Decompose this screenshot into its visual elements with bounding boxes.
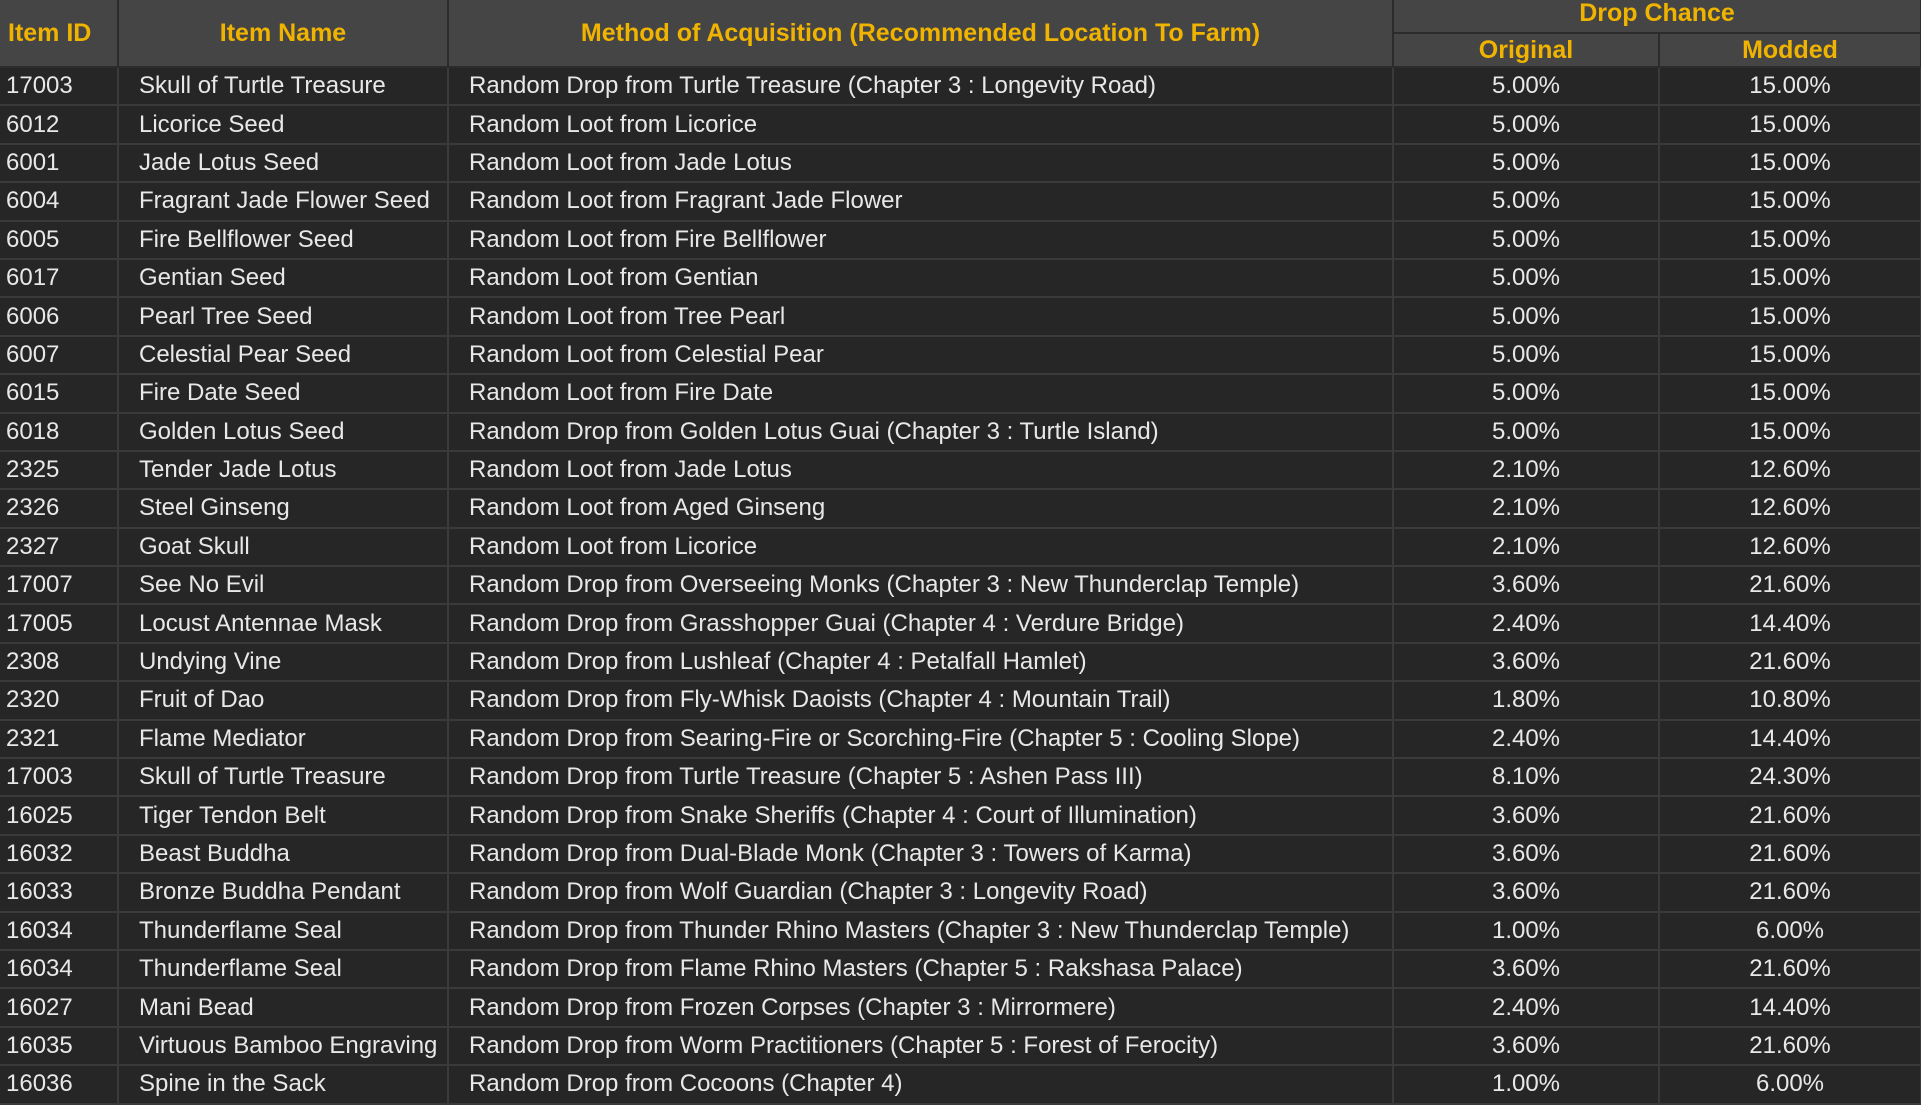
- cell-original[interactable]: 2.10%: [1393, 451, 1659, 489]
- table-row: [0, 1065, 1921, 1103]
- cell-modded[interactable]: 12.60%: [1659, 528, 1921, 566]
- cell-item-name[interactable]: Fire Date Seed: [118, 374, 448, 412]
- cell-item-id[interactable]: 2320: [0, 681, 118, 719]
- cell-modded[interactable]: 14.40%: [1659, 988, 1921, 1026]
- cell-method[interactable]: Random Loot from Licorice: [448, 528, 1393, 566]
- cell-item-id[interactable]: 2326: [0, 489, 118, 527]
- cell-original[interactable]: 3.60%: [1393, 643, 1659, 681]
- table-row: [0, 604, 1921, 642]
- cell-method[interactable]: Random Loot from Jade Lotus: [448, 144, 1393, 182]
- cell-item-name[interactable]: Locust Antennae Mask: [118, 604, 448, 642]
- cell-item-name[interactable]: Celestial Pear Seed: [118, 336, 448, 374]
- table-row: [0, 643, 1921, 681]
- cell-method[interactable]: Random Drop from Thunder Rhino Masters (Chapter 3 : New Thunderclap Temple): [448, 912, 1393, 950]
- table-row: [0, 796, 1921, 834]
- cell-item-id[interactable]: 6015: [0, 374, 118, 412]
- cell-item-name[interactable]: Undying Vine: [118, 643, 448, 681]
- cell-modded[interactable]: 14.40%: [1659, 720, 1921, 758]
- table-row: [0, 720, 1921, 758]
- cell-original[interactable]: 5.00%: [1393, 105, 1659, 143]
- cell-method[interactable]: Random Drop from Golden Lotus Guai (Chapter 3 : Turtle Island): [448, 413, 1393, 451]
- cell-item-name[interactable]: Gentian Seed: [118, 259, 448, 297]
- cell-original[interactable]: 5.00%: [1393, 336, 1659, 374]
- cell-item-name[interactable]: Pearl Tree Seed: [118, 297, 448, 335]
- cell-modded[interactable]: 15.00%: [1659, 182, 1921, 220]
- cell-original[interactable]: 2.10%: [1393, 489, 1659, 527]
- cell-item-id[interactable]: 16034: [0, 912, 118, 950]
- cell-method[interactable]: Random Drop from Overseeing Monks (Chapter 3 : New Thunderclap Temple): [448, 566, 1393, 604]
- cell-original[interactable]: 5.00%: [1393, 297, 1659, 335]
- cell-item-name[interactable]: Jade Lotus Seed: [118, 144, 448, 182]
- cell-original[interactable]: 1.80%: [1393, 681, 1659, 719]
- cell-item-id[interactable]: 17007: [0, 566, 118, 604]
- table-row: [0, 566, 1921, 604]
- cell-item-name[interactable]: Goat Skull: [118, 528, 448, 566]
- cell-item-name[interactable]: Fire Bellflower Seed: [118, 221, 448, 259]
- table-row: [0, 182, 1921, 220]
- cell-item-name[interactable]: Spine in the Sack: [118, 1065, 448, 1103]
- cell-item-name[interactable]: Beast Buddha: [118, 835, 448, 873]
- cell-method[interactable]: Random Drop from Flame Rhino Masters (Chapter 5 : Rakshasa Palace): [448, 950, 1393, 988]
- cell-item-id[interactable]: 2325: [0, 451, 118, 489]
- cell-modded[interactable]: 6.00%: [1659, 912, 1921, 950]
- cell-method[interactable]: Random Drop from Fly-Whisk Daoists (Chapter 4 : Mountain Trail): [448, 681, 1393, 719]
- cell-original[interactable]: 2.10%: [1393, 528, 1659, 566]
- cell-modded[interactable]: 14.40%: [1659, 604, 1921, 642]
- cell-original[interactable]: 3.60%: [1393, 950, 1659, 988]
- cell-item-id[interactable]: 6007: [0, 336, 118, 374]
- cell-method[interactable]: Random Drop from Turtle Treasure (Chapter 5 : Ashen Pass III): [448, 758, 1393, 796]
- cell-original[interactable]: 2.40%: [1393, 604, 1659, 642]
- header-drop-chance[interactable]: Drop Chance: [1393, 0, 1921, 33]
- cell-modded[interactable]: 15.00%: [1659, 259, 1921, 297]
- cell-item-name[interactable]: Fragrant Jade Flower Seed: [118, 182, 448, 220]
- table-row: [0, 988, 1921, 1026]
- cell-modded[interactable]: 21.60%: [1659, 643, 1921, 681]
- cell-modded[interactable]: 12.60%: [1659, 451, 1921, 489]
- table-row: [0, 912, 1921, 950]
- cell-method[interactable]: Random Drop from Worm Practitioners (Chapter 5 : Forest of Ferocity): [448, 1027, 1393, 1065]
- cell-method[interactable]: Random Loot from Fire Date: [448, 374, 1393, 412]
- cell-modded[interactable]: 15.00%: [1659, 67, 1921, 105]
- cell-item-id[interactable]: 2308: [0, 643, 118, 681]
- table-row: [0, 144, 1921, 182]
- table-row: [0, 451, 1921, 489]
- cell-item-id[interactable]: 17003: [0, 758, 118, 796]
- cell-modded[interactable]: 21.60%: [1659, 1027, 1921, 1065]
- cell-item-id[interactable]: 16033: [0, 873, 118, 911]
- table-row: [0, 835, 1921, 873]
- cell-modded[interactable]: 21.60%: [1659, 796, 1921, 834]
- cell-item-id[interactable]: 6005: [0, 221, 118, 259]
- table-row: [0, 873, 1921, 911]
- cell-modded[interactable]: 15.00%: [1659, 221, 1921, 259]
- cell-item-id[interactable]: 6001: [0, 144, 118, 182]
- table-row: [0, 374, 1921, 412]
- header-item-name[interactable]: Item Name: [118, 0, 448, 67]
- cell-item-name[interactable]: Mani Bead: [118, 988, 448, 1026]
- cell-item-name[interactable]: See No Evil: [118, 566, 448, 604]
- cell-original[interactable]: 1.00%: [1393, 912, 1659, 950]
- cell-item-name[interactable]: Skull of Turtle Treasure: [118, 67, 448, 105]
- cell-modded[interactable]: 15.00%: [1659, 144, 1921, 182]
- cell-original[interactable]: 8.10%: [1393, 758, 1659, 796]
- cell-item-id[interactable]: 16032: [0, 835, 118, 873]
- cell-modded[interactable]: 10.80%: [1659, 681, 1921, 719]
- cell-original[interactable]: 5.00%: [1393, 374, 1659, 412]
- cell-item-name[interactable]: Skull of Turtle Treasure: [118, 758, 448, 796]
- cell-method[interactable]: Random Drop from Frozen Corpses (Chapter 3 : Mirrormere): [448, 988, 1393, 1026]
- cell-item-name[interactable]: Virtuous Bamboo Engraving: [118, 1027, 448, 1065]
- cell-method[interactable]: Random Drop from Wolf Guardian (Chapter 3 : Longevity Road): [448, 873, 1393, 911]
- table-row: [0, 105, 1921, 143]
- header-row: [0, 0, 1921, 33]
- table-row: [0, 1027, 1921, 1065]
- table-row: [0, 336, 1921, 374]
- cell-modded[interactable]: 6.00%: [1659, 1065, 1921, 1103]
- cell-modded[interactable]: 15.00%: [1659, 105, 1921, 143]
- header-original[interactable]: Original: [1393, 33, 1659, 67]
- cell-item-id[interactable]: 16034: [0, 950, 118, 988]
- cell-item-id[interactable]: 17003: [0, 67, 118, 105]
- cell-method[interactable]: Random Loot from Tree Pearl: [448, 297, 1393, 335]
- cell-original[interactable]: 5.00%: [1393, 221, 1659, 259]
- cell-original[interactable]: 5.00%: [1393, 144, 1659, 182]
- header-modded[interactable]: Modded: [1659, 33, 1921, 67]
- cell-original[interactable]: 2.40%: [1393, 988, 1659, 1026]
- cell-original[interactable]: 5.00%: [1393, 259, 1659, 297]
- cell-method[interactable]: Random Drop from Turtle Treasure (Chapter 3 : Longevity Road): [448, 67, 1393, 105]
- cell-item-id[interactable]: 6004: [0, 182, 118, 220]
- cell-item-id[interactable]: 17005: [0, 604, 118, 642]
- table-row: [0, 259, 1921, 297]
- cell-original[interactable]: 3.60%: [1393, 1027, 1659, 1065]
- cell-method[interactable]: Random Loot from Celestial Pear: [448, 336, 1393, 374]
- cell-method[interactable]: Random Drop from Grasshopper Guai (Chapter 4 : Verdure Bridge): [448, 604, 1393, 642]
- cell-item-name[interactable]: Bronze Buddha Pendant: [118, 873, 448, 911]
- cell-modded[interactable]: 24.30%: [1659, 758, 1921, 796]
- cell-item-name[interactable]: Flame Mediator: [118, 720, 448, 758]
- table-body: [0, 67, 1921, 1104]
- cell-item-id[interactable]: 6012: [0, 105, 118, 143]
- table-row: [0, 67, 1921, 105]
- table-row: [0, 221, 1921, 259]
- cell-method[interactable]: Random Drop from Snake Sheriffs (Chapter 4 : Court of Illumination): [448, 796, 1393, 834]
- cell-method[interactable]: Random Drop from Searing-Fire or Scorching-Fire (Chapter 5 : Cooling Slope): [448, 720, 1393, 758]
- cell-modded[interactable]: 15.00%: [1659, 297, 1921, 335]
- cell-method[interactable]: Random Loot from Aged Ginseng: [448, 489, 1393, 527]
- cell-item-id[interactable]: 16036: [0, 1065, 118, 1103]
- cell-item-name[interactable]: Licorice Seed: [118, 105, 448, 143]
- cell-item-id[interactable]: 16025: [0, 796, 118, 834]
- cell-method[interactable]: Random Loot from Fire Bellflower: [448, 221, 1393, 259]
- cell-original[interactable]: 2.40%: [1393, 720, 1659, 758]
- cell-original[interactable]: 3.60%: [1393, 873, 1659, 911]
- cell-method[interactable]: Random Drop from Dual-Blade Monk (Chapter 3 : Towers of Karma): [448, 835, 1393, 873]
- cell-method[interactable]: Random Drop from Cocoons (Chapter 4): [448, 1065, 1393, 1103]
- header-method[interactable]: Method of Acquisition (Recommended Location To Farm): [448, 0, 1393, 67]
- cell-item-name[interactable]: Fruit of Dao: [118, 681, 448, 719]
- cell-modded[interactable]: 21.60%: [1659, 835, 1921, 873]
- cell-item-id[interactable]: 6017: [0, 259, 118, 297]
- cell-item-id[interactable]: 16027: [0, 988, 118, 1026]
- cell-item-name[interactable]: Golden Lotus Seed: [118, 413, 448, 451]
- cell-original[interactable]: 3.60%: [1393, 835, 1659, 873]
- cell-method[interactable]: Random Loot from Jade Lotus: [448, 451, 1393, 489]
- cell-modded[interactable]: 21.60%: [1659, 873, 1921, 911]
- cell-original[interactable]: 1.00%: [1393, 1065, 1659, 1103]
- cell-modded[interactable]: 15.00%: [1659, 336, 1921, 374]
- cell-item-id[interactable]: 6018: [0, 413, 118, 451]
- cell-method[interactable]: Random Loot from Gentian: [448, 259, 1393, 297]
- cell-modded[interactable]: 12.60%: [1659, 489, 1921, 527]
- cell-modded[interactable]: 15.00%: [1659, 413, 1921, 451]
- cell-item-name[interactable]: Thunderflame Seal: [118, 950, 448, 988]
- table-row: [0, 489, 1921, 527]
- cell-method[interactable]: Random Loot from Fragrant Jade Flower: [448, 182, 1393, 220]
- table-row: [0, 681, 1921, 719]
- cell-item-name[interactable]: Thunderflame Seal: [118, 912, 448, 950]
- cell-original[interactable]: 5.00%: [1393, 413, 1659, 451]
- header-item-id[interactable]: Item ID: [0, 0, 118, 67]
- cell-item-id[interactable]: 2321: [0, 720, 118, 758]
- cell-original[interactable]: 5.00%: [1393, 182, 1659, 220]
- cell-item-id[interactable]: 16035: [0, 1027, 118, 1065]
- table-row: [0, 528, 1921, 566]
- table-row: [0, 758, 1921, 796]
- cell-item-name[interactable]: Tiger Tendon Belt: [118, 796, 448, 834]
- cell-modded[interactable]: 21.60%: [1659, 950, 1921, 988]
- cell-item-name[interactable]: Tender Jade Lotus: [118, 451, 448, 489]
- cell-original[interactable]: 3.60%: [1393, 796, 1659, 834]
- cell-modded[interactable]: 15.00%: [1659, 374, 1921, 412]
- table-row: [0, 413, 1921, 451]
- cell-modded[interactable]: 21.60%: [1659, 566, 1921, 604]
- cell-item-name[interactable]: Steel Ginseng: [118, 489, 448, 527]
- table-row: [0, 297, 1921, 335]
- cell-method[interactable]: Random Loot from Licorice: [448, 105, 1393, 143]
- cell-item-id[interactable]: 6006: [0, 297, 118, 335]
- cell-method[interactable]: Random Drop from Lushleaf (Chapter 4 : Petalfall Hamlet): [448, 643, 1393, 681]
- table-row: [0, 950, 1921, 988]
- cell-original[interactable]: 3.60%: [1393, 566, 1659, 604]
- cell-original[interactable]: 5.00%: [1393, 67, 1659, 105]
- cell-item-id[interactable]: 2327: [0, 528, 118, 566]
